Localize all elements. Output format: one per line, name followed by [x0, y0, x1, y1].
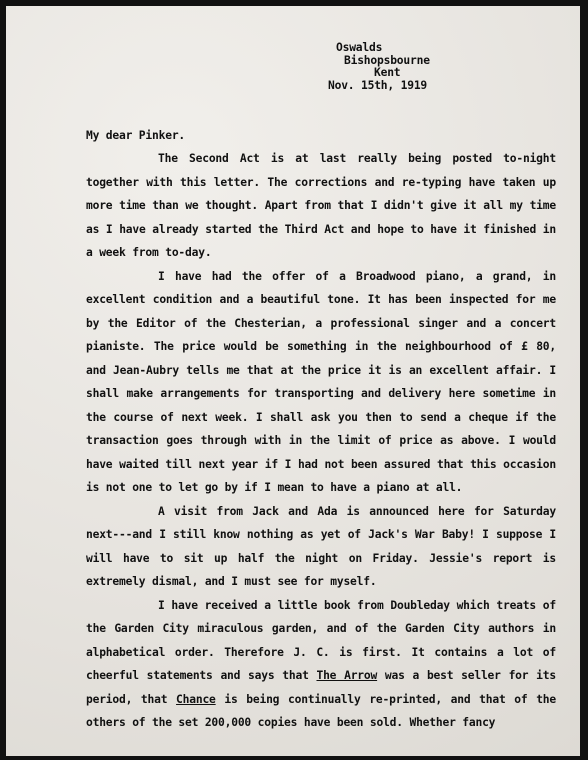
letter-body — [86, 147, 556, 735]
address-line-house: Oswalds — [336, 41, 383, 54]
address-line-county: Kent — [374, 66, 401, 79]
paragraph-visit: A visit from Jack and Ada is announced here for Saturday next---and I still know nothing as yet of Jack's War Baby! I suppose I will have to sit up half the night on Friday. Jessie's report is extremely dismal, and I must see for myself. — [86, 504, 556, 588]
paragraph-piano: I have had the offer of a Broadwood piano, a grand, in excellent condition and a beautiful tone. It has been inspected for me by the Editor of the Chesterian, a professional singer and a concert pianiste. The price would be something in the neighbourhood of £ 80, and Jean-Aubry tells me that at the price it is an excellent affair. I shall make arrangements for transporting and delivery here sometime in the course of next week. I shall ask you then to send a cheque if the transaction goes through with in the limit of price as above. I would have waited till next year if I had not been assured that this occasion is not one to let go by if I mean to have a piano at all. — [86, 269, 556, 494]
paragraph-text: was a best seller for its period, that — [86, 669, 556, 706]
paragraph-second-act: The Second Act is at last really being posted to-night together with this letter. The corrections and re-typing have taken up more time than we thought. Apart from that I didn't give it all my time as I have already started the Third Act and hope to have it finished in a week from to-day. — [86, 152, 556, 259]
letter-page — [6, 6, 580, 756]
salutation: My dear Pinker. — [86, 129, 186, 142]
book-title-chance: Chance — [176, 692, 216, 706]
address-block — [328, 42, 430, 92]
paragraph-doubleday — [86, 594, 556, 735]
letter-date: Nov. 15th, 1919 — [328, 78, 428, 92]
paragraph-text: I have received a little book from Doubleday which treats of the Garden City miraculous garden, and of the Garden City authors in alphabetical order. Therefore J. C. is first. It contains a lot of cheerful statements and says that — [86, 598, 556, 682]
book-title-the-arrow: The Arrow — [316, 669, 378, 682]
paragraph-text: is being continually re-printed, and that of the others of the set 200,000 copies have been sold. Whether fancy — [86, 692, 556, 729]
address-line-village: Bishopsbourne — [344, 53, 430, 67]
